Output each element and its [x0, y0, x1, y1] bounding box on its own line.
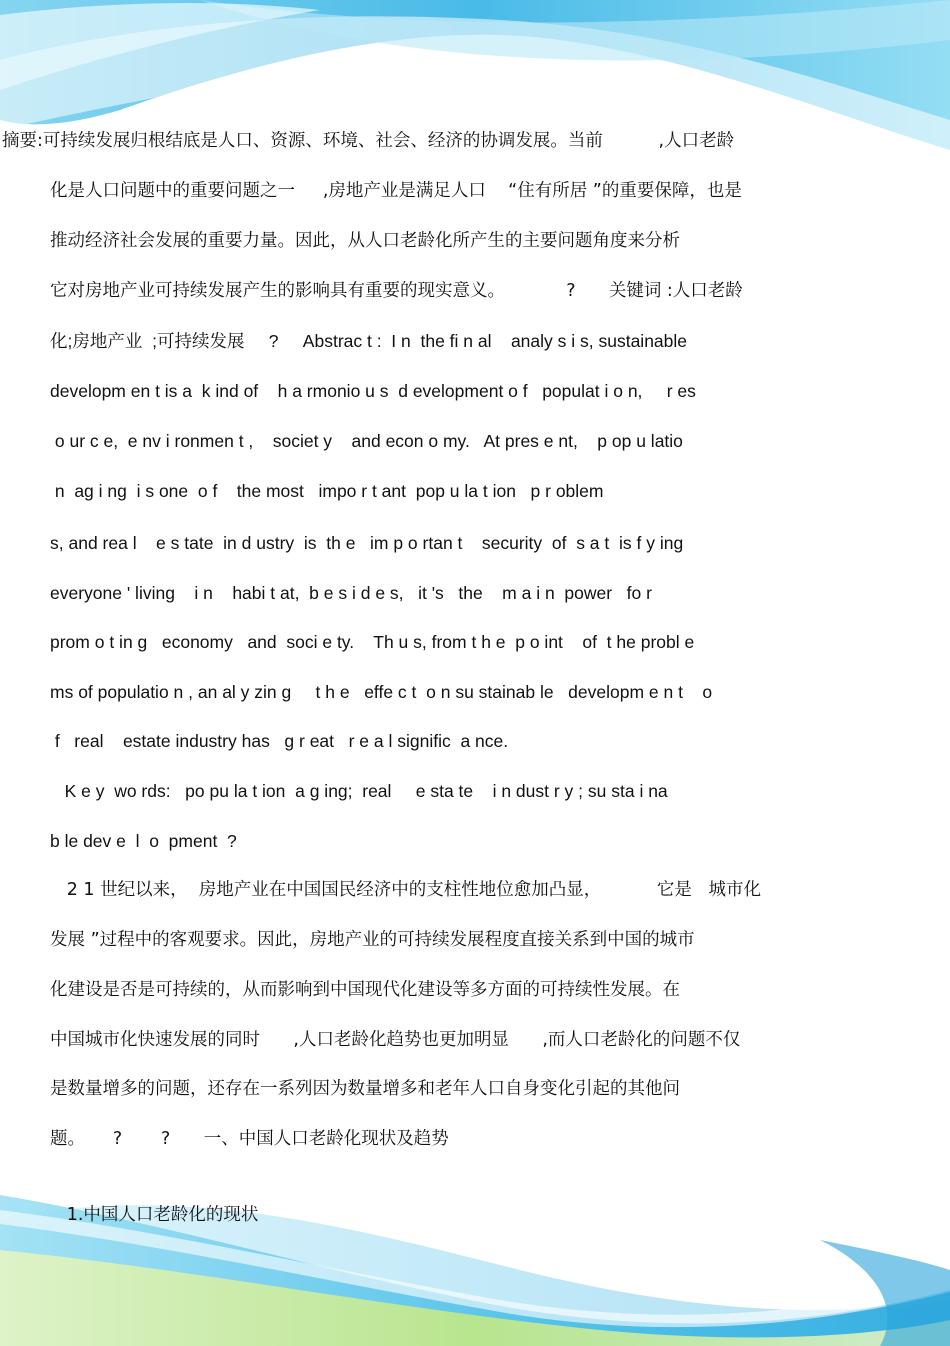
section-heading-line: 题。 ? ? 一、中国人口老龄化现状及趋势 — [50, 1129, 449, 1149]
body-line-4: 中国城市化快速发展的同时 ,人口老龄化趋势也更加明显 ,而人口老龄化的问题不仅 — [50, 1030, 741, 1050]
english-abstract-line-4: s, and rea l e s tate in d ustry is th e im p o rtan t security of s a t is f y ing — [50, 533, 684, 553]
abstract-line-5: 化;房地产业 ;可持续发展 ? Abstrac t : I n the fi n al analy s i s, sustainable — [50, 331, 688, 351]
body-line-2: 发展 ”过程中的客观要求。因此，房地产业的可持续发展程度直接关系到中国的城市 — [50, 930, 695, 950]
body-line-3: 化建设是否是可持续的，从而影响到中国现代化建设等多方面的可持续性发展。在 — [50, 980, 680, 1000]
english-abstract-line-2: o ur c e, e nv i ronmen t , societ y and econ o my. At pres e nt, p op u latio — [50, 431, 683, 451]
english-abstract-line-8: f real estate industry has g r eat r e a l signific a nce. — [50, 731, 509, 751]
keywords-line-2: b le dev e l o pment ? — [50, 831, 237, 851]
body-line-1: 2 1 世纪以来， 房地产业在中国国民经济中的支柱性地位愈加凸显， 它是 城市化 — [50, 880, 762, 900]
english-abstract-line-5: everyone ' living i n habi t at, b e s i d e s, it 's the m a i n power fo r — [50, 583, 652, 603]
subsection-heading: 1.中国人口老龄化的现状 — [50, 1205, 259, 1225]
abstract-line-2: 化是人口问题中的重要问题之一 ,房地产业是满足人口 “住有所居 ”的重要保障，也是 — [50, 181, 742, 201]
keywords-line-1: K e y wo rds: po pu la t ion a g ing; real e sta te i n dust r y ; su sta i na — [50, 781, 668, 801]
body-line-5: 是数量增多的问题，还存在一系列因为数量增多和老年人口自身变化引起的其他问 — [50, 1079, 680, 1099]
english-abstract-line-3: n ag i ng i s one o f the most impo r t ant pop u la t ion p r oblem — [50, 481, 604, 501]
abstract-line-1: 摘要:可持续发展归根结底是人口、资源、环境、社会、经济的协调发展。当前 ,人口老龄 — [2, 131, 735, 151]
english-abstract-line-6: prom o t in g economy and soci e ty. Th u s, from t h e p o int of t he probl e — [50, 632, 695, 652]
abstract-line-4: 它对房地产业可持续发展产生的影响具有重要的现实意义。 ? 关键词 :人口老龄 — [50, 281, 743, 301]
english-abstract-line-1: developm en t is a k ind of h a rmonio u s d evelopment o f populat i o n, r es — [50, 381, 696, 401]
english-abstract-line-7: ms of populatio n , an al y zin g t h e effe c t o n su stainab le developm e n t o — [50, 682, 713, 702]
abstract-line-3: 推动经济社会发展的重要力量。因此，从人口老龄化所产生的主要问题角度来分析 — [50, 231, 680, 251]
